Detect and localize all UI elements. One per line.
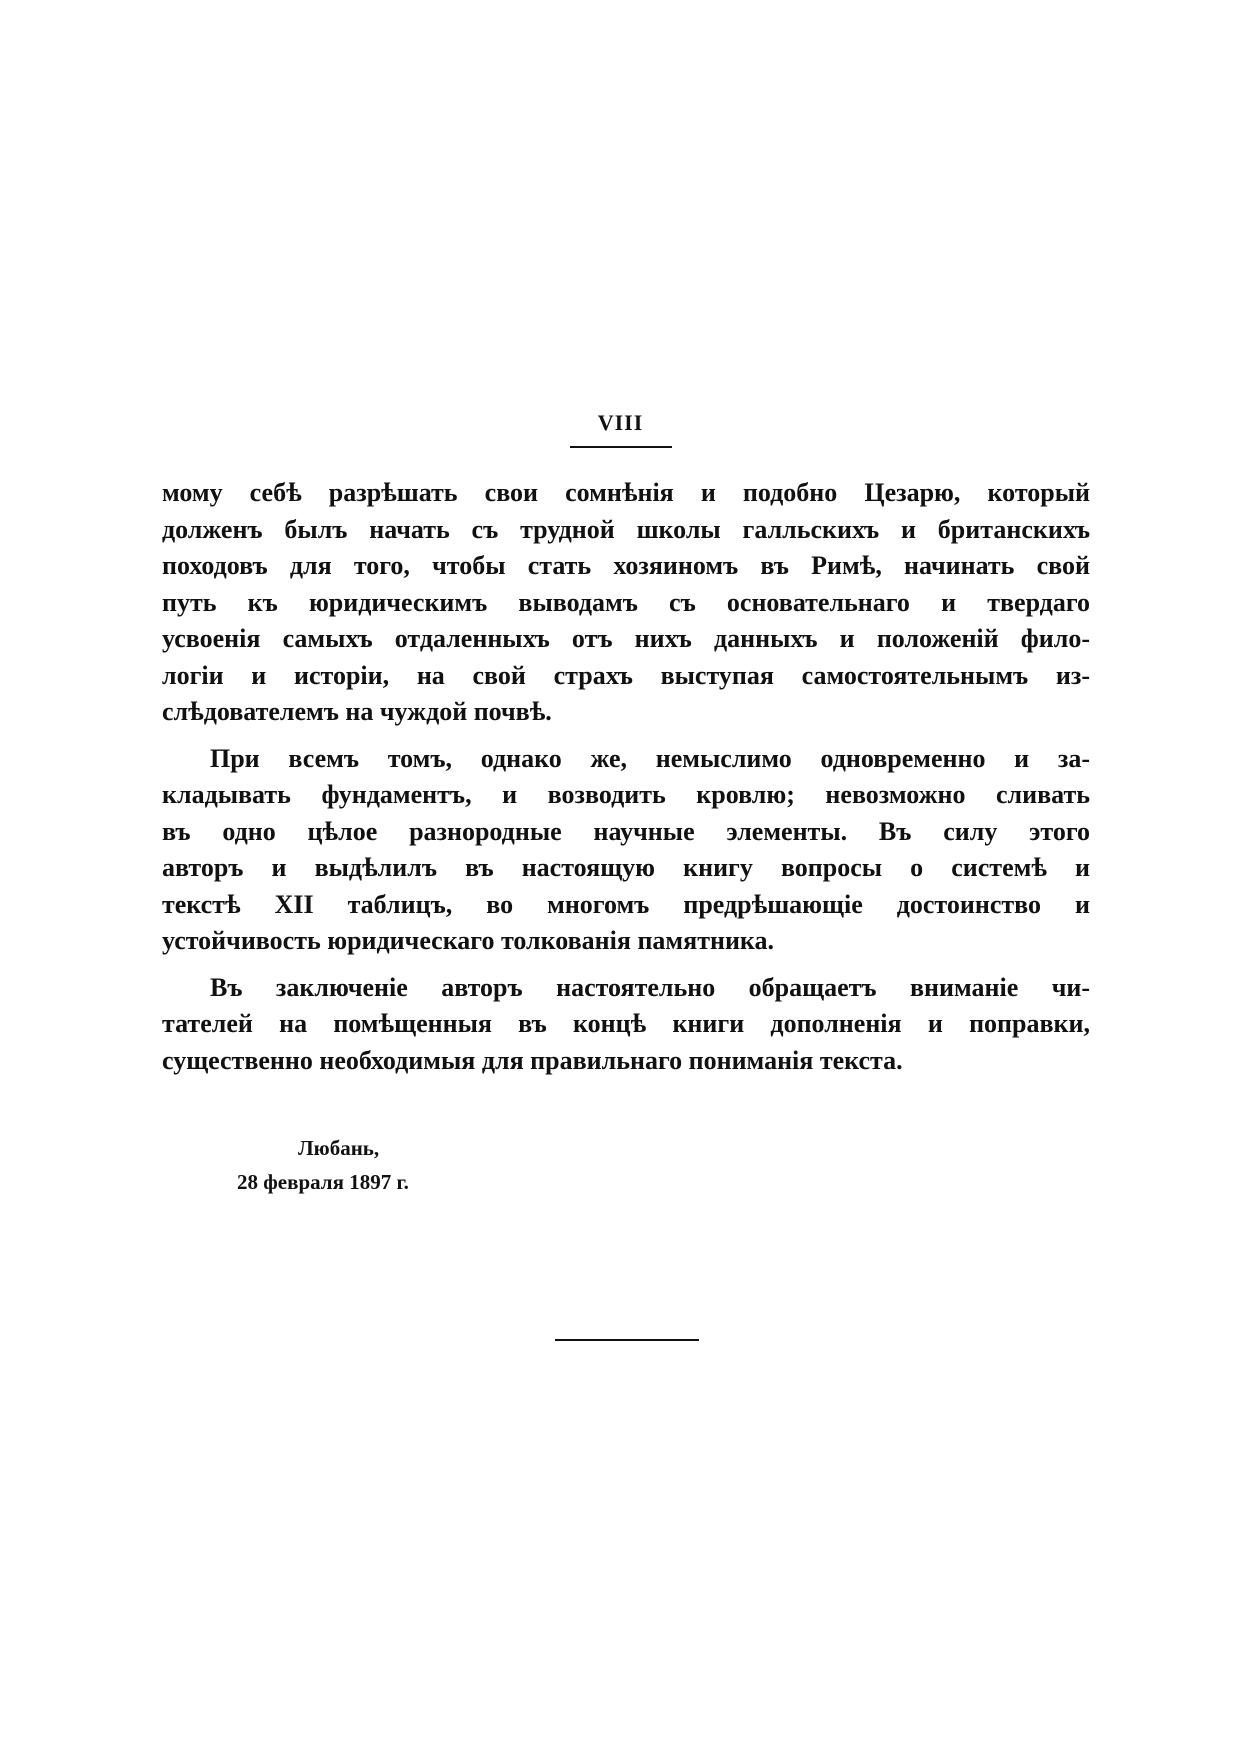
- text-line: текстѣ XII таблицъ, во многомъ предрѣшающіе достоинство и: [162, 889, 1090, 919]
- text-line: тателей на помѣщенныя въ концѣ книги дополненія и поправки,: [162, 1009, 1090, 1038]
- footer-rule: [555, 1339, 699, 1341]
- text-line: логіи и исторіи, на свой страхъ выступая самостоятельнымъ из-: [162, 660, 1090, 690]
- text-line: устойчивость юридическаго толкованія памятника.: [162, 926, 775, 955]
- text-line: авторъ и выдѣлилъ въ настоящую книгу вопросы о системѣ и: [162, 853, 1090, 882]
- text-line: мому себѣ разрѣшать свои сомнѣнія и подобно Цезарю, который: [162, 478, 1090, 507]
- body-text: [162, 475, 1090, 1079]
- text-line: долженъ былъ начать съ трудной школы галльскихъ и британскихъ: [162, 514, 1090, 544]
- text-line: Въ заключеніе авторъ настоятельно обращаетъ вниманіе чи-: [210, 972, 1090, 1002]
- text-line: При всемъ томъ, однако же, немыслимо одновременно и за-: [210, 743, 1090, 773]
- header-rule: [570, 446, 672, 448]
- page-number: VIII: [597, 410, 644, 435]
- text-line: усвоенія самыхъ отдаленныхъ отъ нихъ данныхъ и положеній фило-: [162, 624, 1090, 653]
- text-line: путь къ юридическимъ выводамъ съ основательнаго и твердаго: [162, 587, 1090, 617]
- text-line: существенно необходимыя для правильнаго пониманія текста.: [162, 1045, 903, 1075]
- text-line: слѣдователемъ на чуждой почвѣ.: [162, 697, 552, 726]
- signature-place: Любань,: [298, 1136, 380, 1160]
- signature-date: 28 февраля 1897 г.: [237, 1170, 409, 1194]
- text-line: походовъ для того, чтобы стать хозяиномъ въ Римѣ, начинать свой: [162, 551, 1090, 580]
- text-line: въ одно цѣлое разнородные научные элементы. Въ силу этого: [162, 816, 1090, 846]
- text-line: кладывать фундаментъ, и возводить кровлю; невозможно сливать: [162, 780, 1090, 809]
